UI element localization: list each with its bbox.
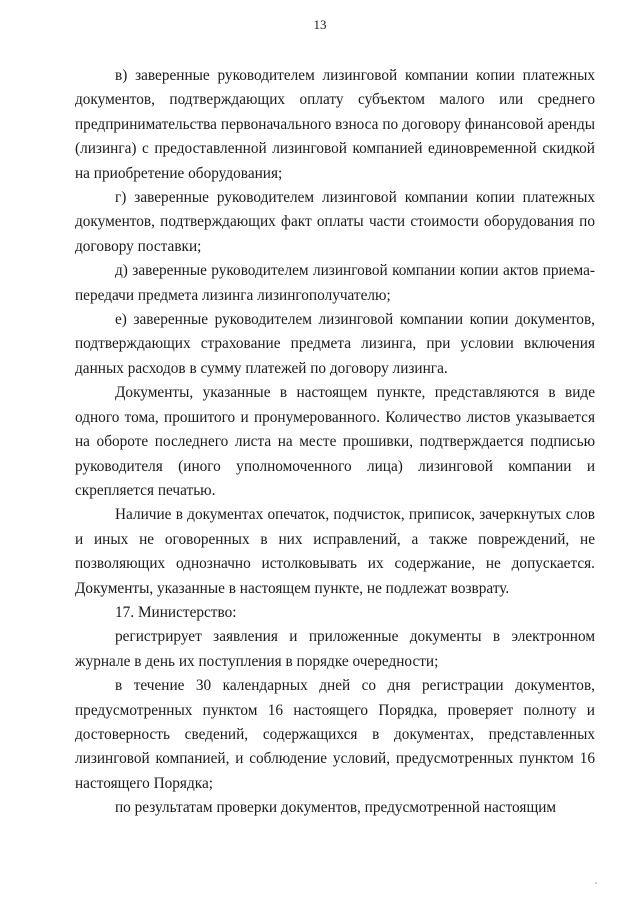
paragraph-g: г) заверенные руководителем лизинговой компании копии платежных документов, подтверждающих факт оплаты части стоимости оборудования по договору поставки; xyxy=(75,189,595,255)
paragraph-corrections-prohibited: Наличие в документах опечаток, подчисток, приписок, зачеркнутых слов и иных не оговоренных в них исправлений, а также повреждений, не позволяющих однозначно истолковывать их содержание, не допускается. Документы, указанные в настоящем пункте, не подлежат возврату. xyxy=(75,506,595,597)
page-number: 13 xyxy=(313,17,327,32)
paragraph-check-results: по результатам проверки документов, предусмотренной настоящим xyxy=(115,799,557,817)
paragraph-e: е) заверенные руководителем лизинговой компании копии документов, подтверждающих страхование предмета лизинга, при условии включения данных расходов в сумму платежей по договору лизинга. xyxy=(75,311,595,377)
paragraph-documents-format: Документы, указанные в настоящем пункте, представляются в виде одного тома, прошитого и пронумерованного. Количество листов указывается на обороте последнего листа на месте прошивки, подтверждается подписью руководителя (иного уполномоченного лица) лизинговой компании и скрепляется печатью. xyxy=(75,384,595,499)
paragraph-verification: в течение 30 календарных дней со дня регистрации документов, предусмотренных пунктом 16 настоящего Порядка, проверяет полноту и достоверность сведений, содержащихся в документах, представленных лизинговой компанией, и соблюдение условий, предусмотренных пунктом 16 настоящего Порядка; xyxy=(75,677,595,792)
paragraph-registration: регистрирует заявления и приложенные документы в электронном журнале в день их поступления в порядке очередности; xyxy=(75,628,595,670)
scan-artifact-dot xyxy=(595,882,597,884)
document-body xyxy=(75,64,595,821)
paragraph-d: д) заверенные руководителем лизинговой компании копии актов приема-передачи предмета лизинга лизингополучателю; xyxy=(75,262,595,304)
section-17-heading: 17. Министерство: xyxy=(115,603,237,621)
paragraph-v: в) заверенные руководителем лизинговой компании копии платежных документов, подтверждающих оплату субъектом малого или среднего предпринимательства первоначального взноса по договору финансовой аренды (лизинга) с предоставленной лизинговой компанией единовременной скидкой на приобретение оборудования; xyxy=(75,67,595,182)
